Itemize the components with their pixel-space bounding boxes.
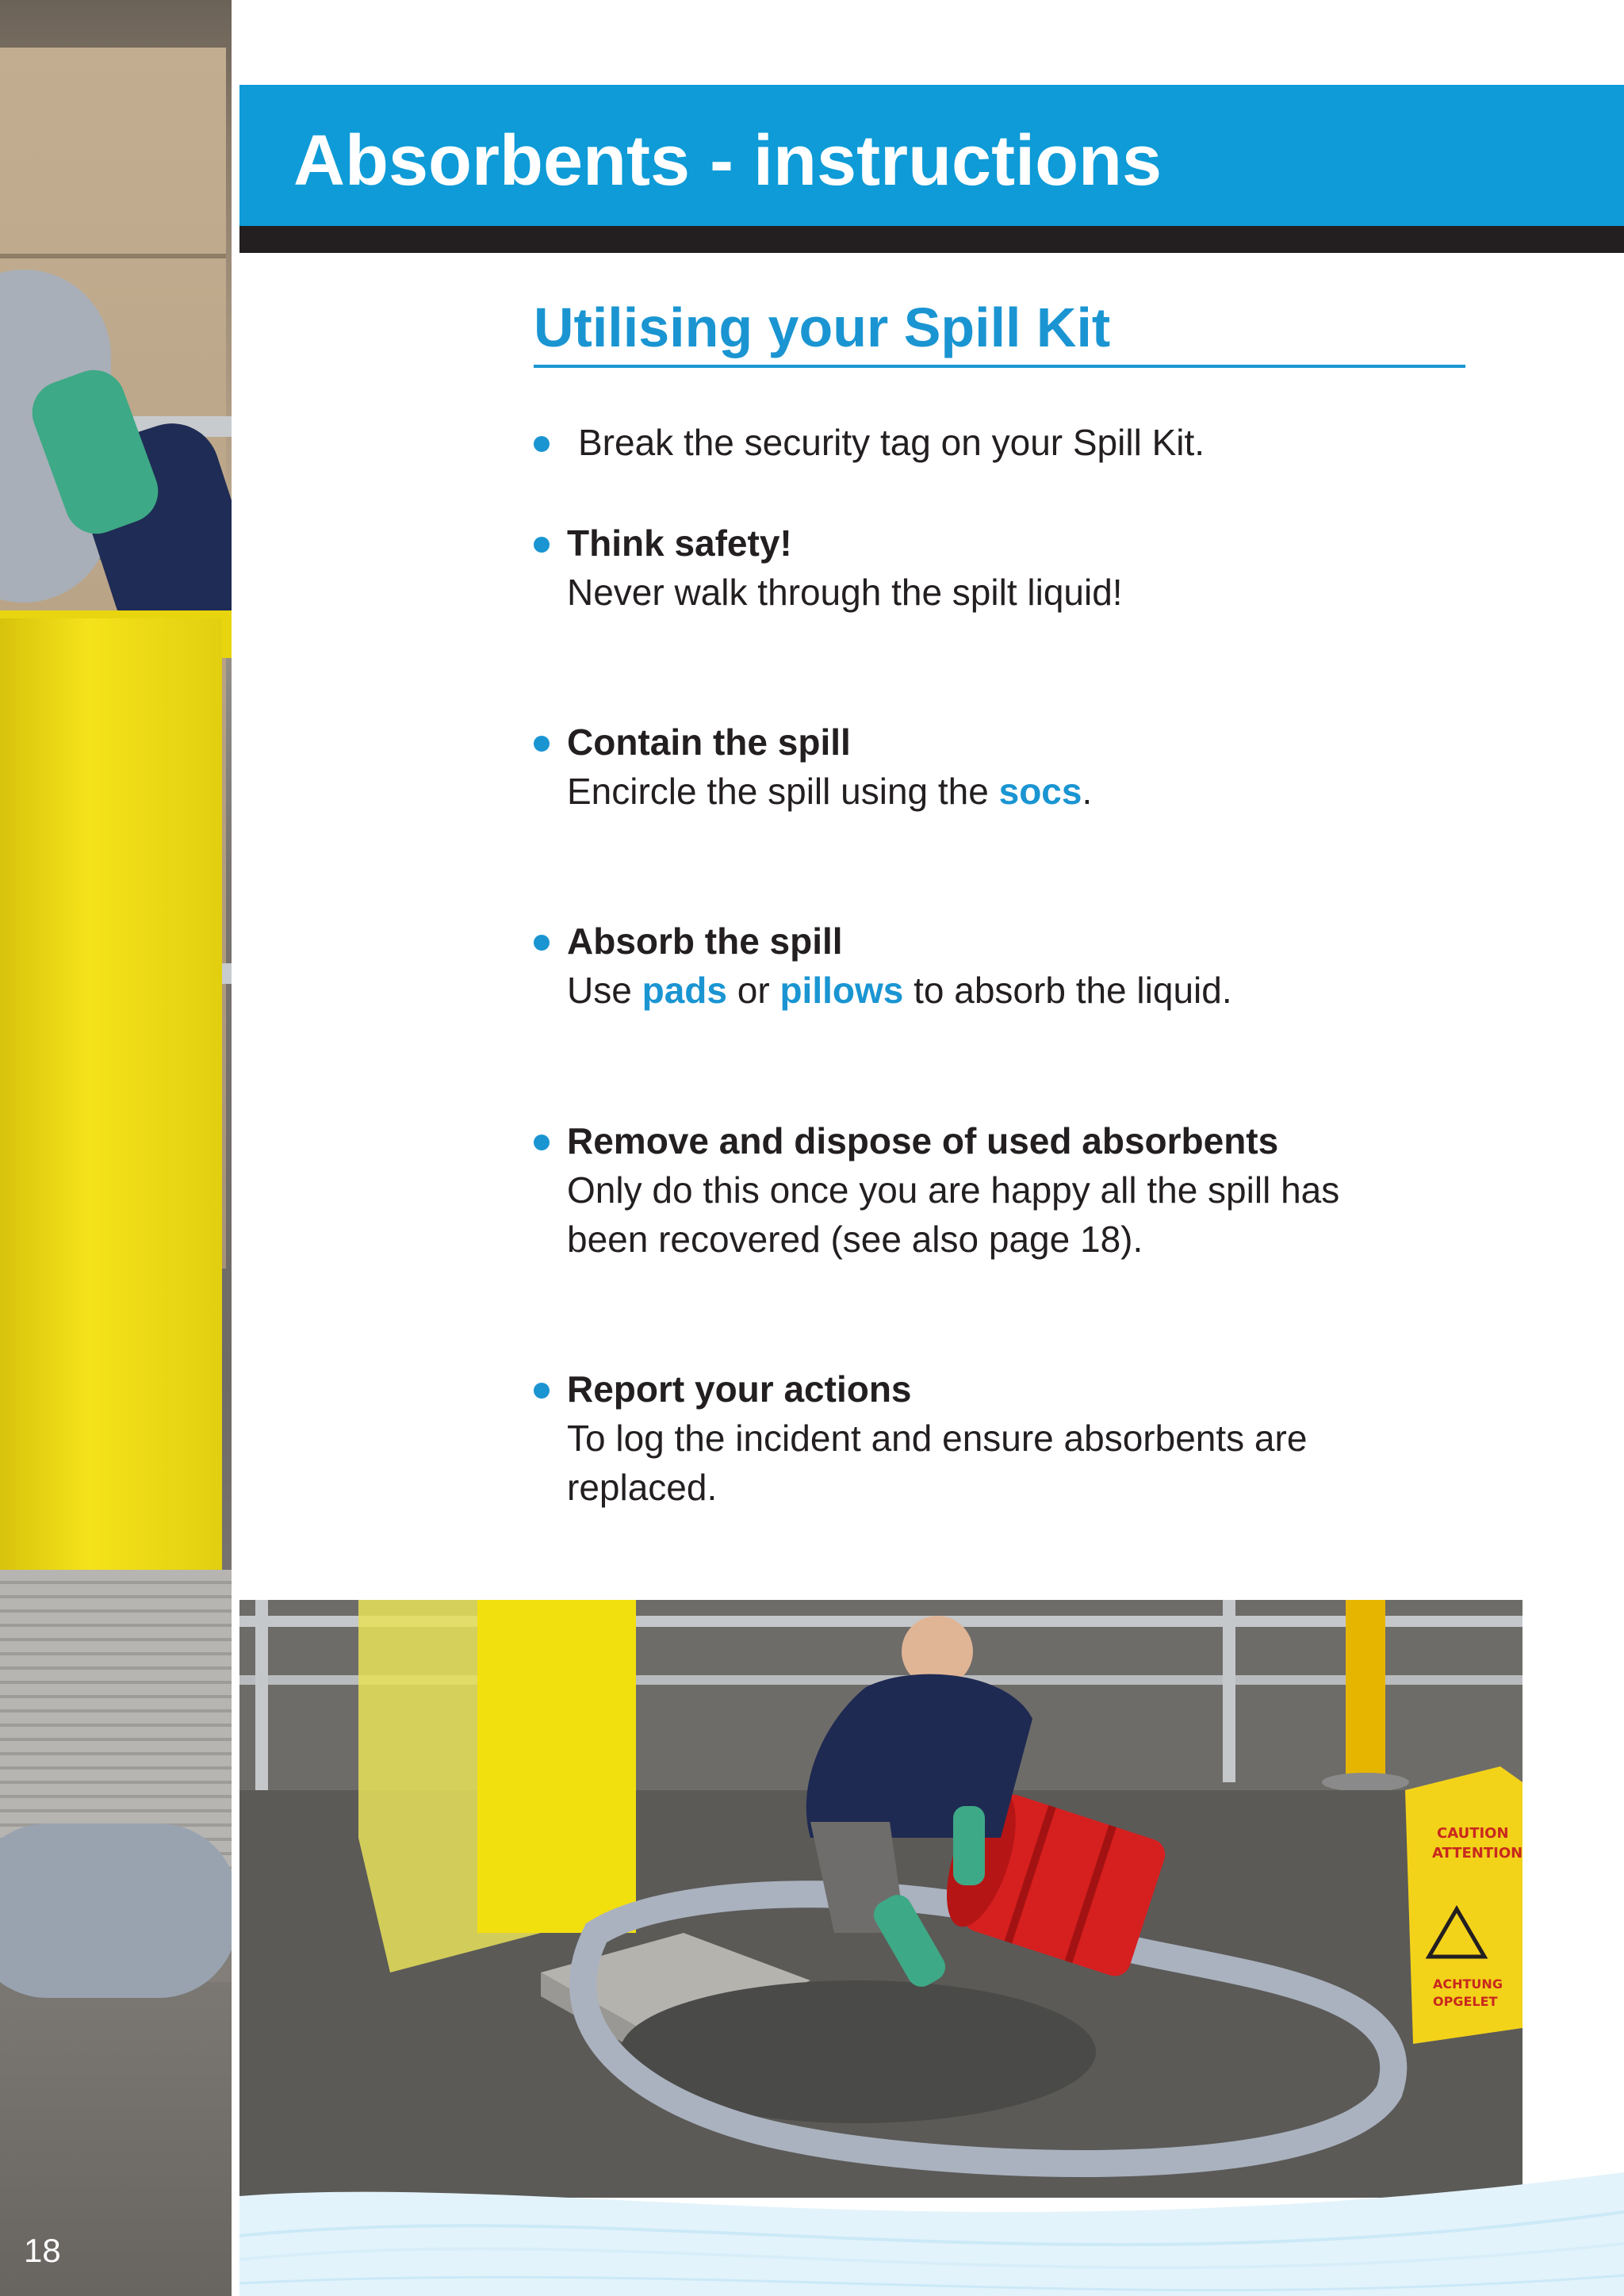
step-contain	[534, 718, 1446, 816]
step-text	[567, 767, 1446, 816]
page-number: 18	[24, 2232, 61, 2269]
step-report	[534, 1364, 1446, 1512]
text-segment: Use	[567, 970, 642, 1011]
sign-text-caution: CAUTION	[1437, 1825, 1509, 1842]
decorative-wave	[239, 2141, 1624, 2296]
step-think-safety	[534, 519, 1446, 617]
bullet-dot-icon	[534, 436, 550, 452]
bullet-dot-icon	[534, 537, 550, 553]
page-title: Absorbents - instructions	[293, 121, 1162, 201]
bullet-dot-icon	[534, 935, 550, 951]
step-text	[567, 966, 1446, 1015]
left-photo-strip	[0, 0, 232, 2296]
step-text: Never walk through the spilt liquid!	[567, 572, 1123, 613]
step-remove-dispose	[534, 1116, 1446, 1264]
spill-cleanup-photo	[239, 1600, 1522, 2198]
box-edge	[0, 254, 226, 258]
step-heading: Contain the spill	[567, 721, 851, 763]
photo-illustration	[239, 1600, 1522, 2198]
step-text: Only do this once you are happy all the spill has been recovered (see also page 18).	[567, 1169, 1340, 1260]
sign-text-attention: ATTENTION	[1432, 1845, 1522, 1862]
section-title: Utilising your Spill Kit	[534, 297, 1111, 358]
section-underline	[534, 365, 1465, 368]
sign-text-opgelet: OPGELET	[1433, 1994, 1498, 2009]
text-segment: .	[1082, 771, 1093, 812]
step-absorb	[534, 916, 1446, 1015]
step-text: Break the security tag on your Spill Kit.	[578, 422, 1205, 463]
step-heading: Think safety!	[567, 522, 792, 564]
sock-pile	[0, 1823, 232, 1998]
text-segment: to absorb the liquid.	[903, 970, 1232, 1011]
step-break-tag	[534, 418, 1446, 467]
highlight-pads: pads	[642, 970, 727, 1011]
bullet-dot-icon	[534, 736, 550, 752]
step-heading: Remove and dispose of used absorbents	[567, 1120, 1279, 1161]
bullet-dot-icon	[534, 1135, 550, 1150]
step-heading: Report your actions	[567, 1368, 912, 1410]
highlight-socs: socs	[998, 771, 1082, 812]
step-heading: Absorb the spill	[567, 920, 843, 962]
bullet-dot-icon	[534, 1383, 550, 1399]
text-segment: or	[726, 970, 780, 1011]
step-text: To log the incident and ensure absorbents are replaced.	[567, 1418, 1308, 1508]
sign-text-achtung: ACHTUNG	[1433, 1976, 1503, 1992]
highlight-pillows: pillows	[779, 970, 904, 1011]
text-segment: Encircle the spill using the	[567, 771, 999, 812]
yellow-bin	[0, 618, 222, 1586]
header-dark-bar	[239, 226, 1624, 253]
